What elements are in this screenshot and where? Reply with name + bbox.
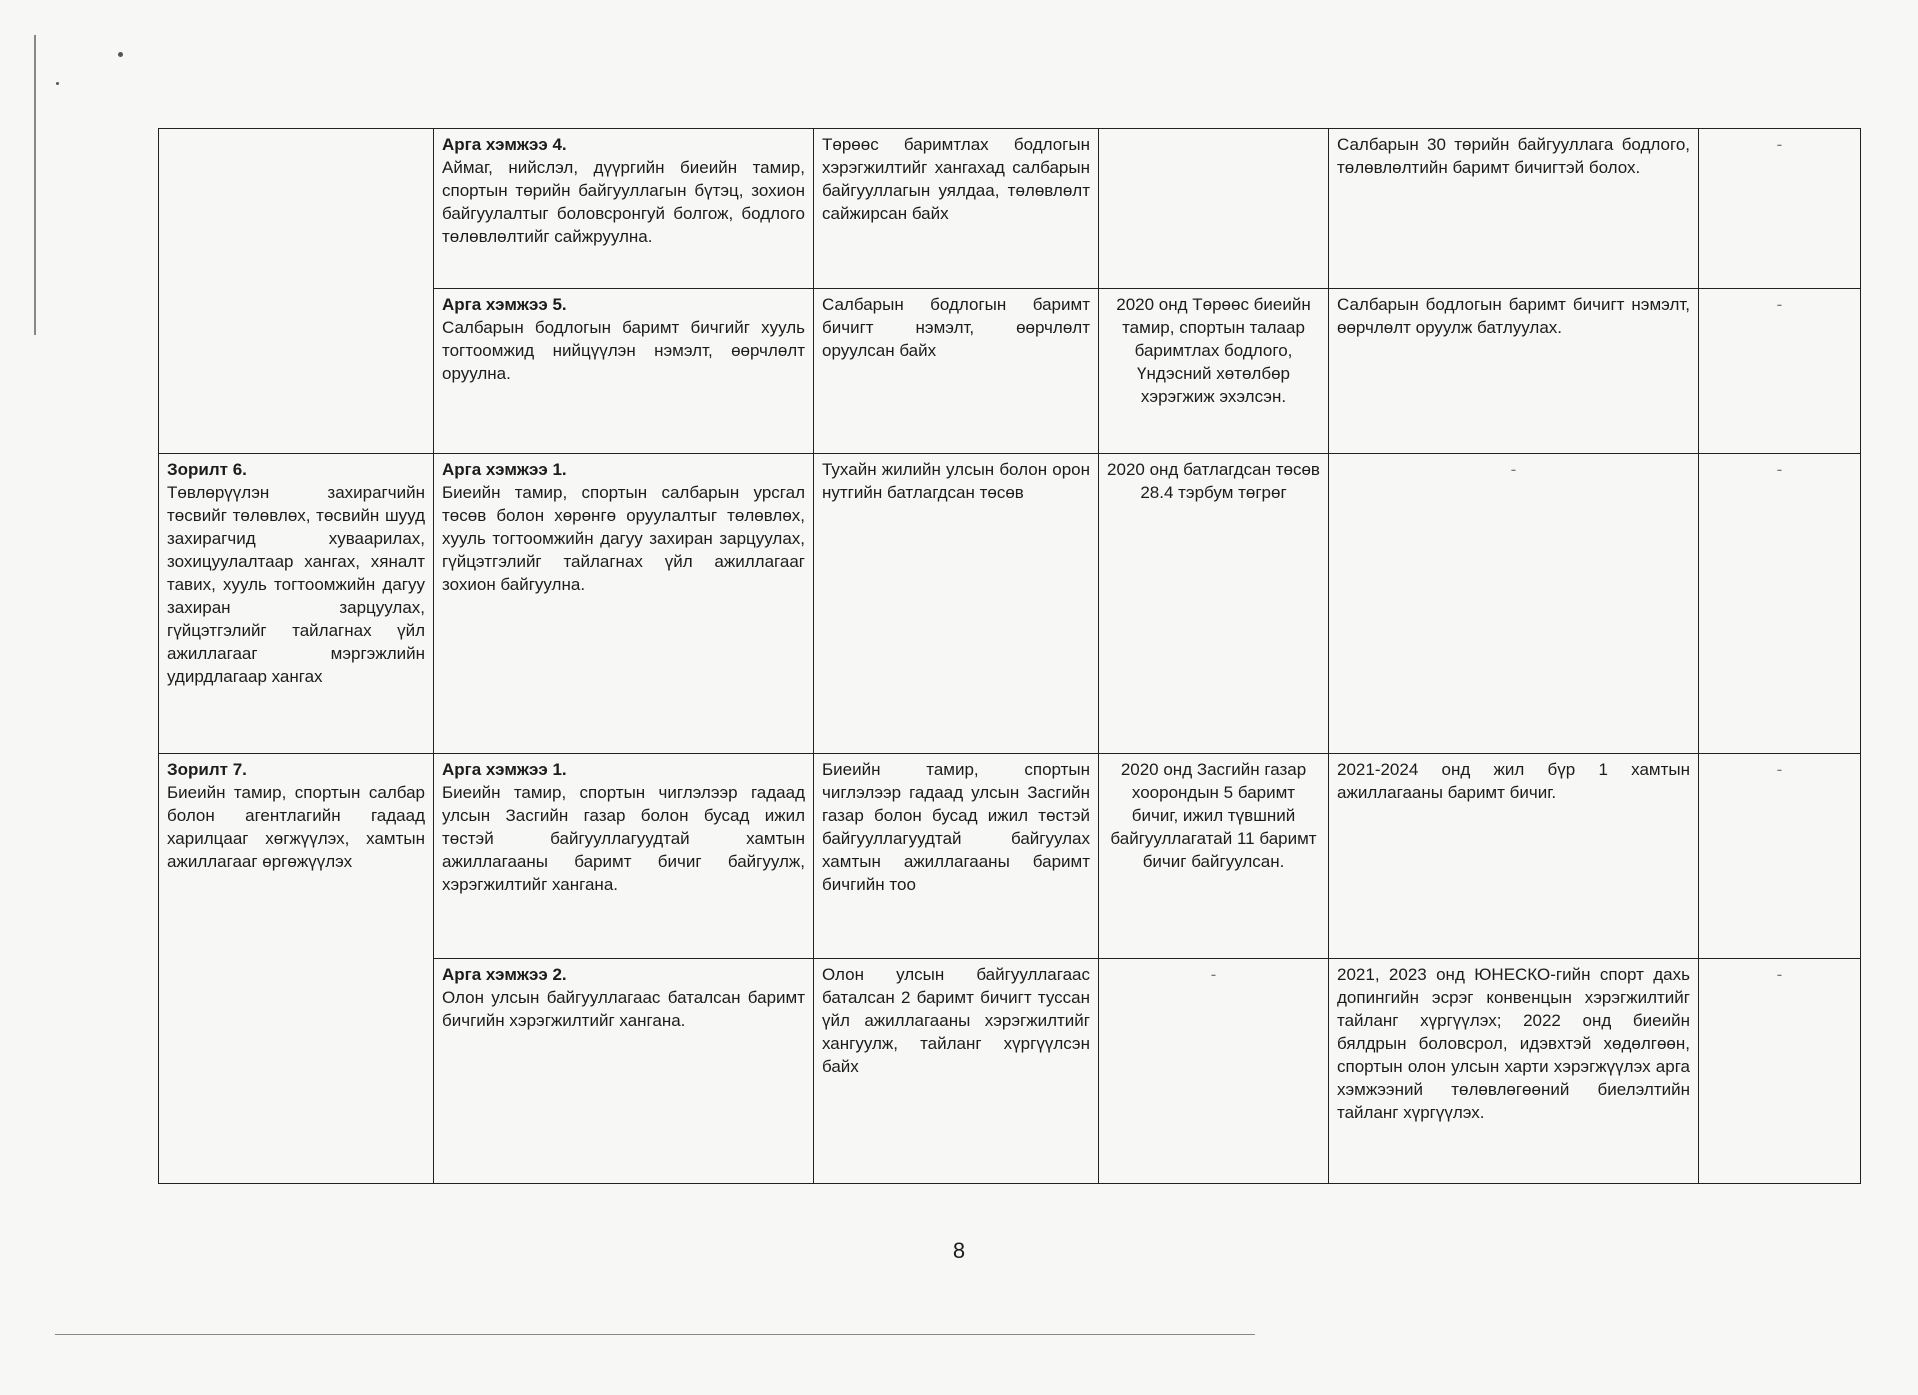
indicator-cell: Төрөөс баримтлах бодлогын хэрэгжилтийг хангахад салбарын байгууллагын уялдаа, төлөвлөлт сайжирсан байх	[814, 129, 1099, 289]
measure-title: Арга хэмжээ 2.	[442, 965, 567, 984]
measure-title: Арга хэмжээ 5.	[442, 295, 567, 314]
goal-text: Төвлөрүүлэн захирагчийн төсвийг төлөвлөх, төсвийн шууд захирагчид хуваарилах, зохицуулалтаар хангах, хяналт тавих, хууль тогтоомжийн дагуу захиран зарцуулах, гүйцэтгэлийг тайлагнах үйл ажиллагааг мэргэжлийн удирдлагаар хангах	[167, 483, 425, 686]
measure-text: Аймаг, нийслэл, дүүргийн биеийн тамир, спортын төрийн байгууллагын бүтэц, зохион байгуулалтыг боловсронгуй болгож, бодлого төлөвлөлтийг сайжруулна.	[442, 158, 805, 246]
indicator-cell: Биеийн тамир, спортын чиглэлээр гадаад улсын Засгийн газар болон бусад ижил төстэй байгууллагуудтай байгуулах хамтын ажиллагааны баримт бичгийн тоо	[814, 754, 1099, 959]
action-plan-table	[158, 128, 1861, 1184]
measure-cell	[434, 959, 814, 1184]
scan-speck	[118, 52, 123, 57]
note-cell: -	[1699, 754, 1861, 959]
measure-text: Биеийн тамир, спортын чиглэлээр гадаад улсын Засгийн газар болон бусад ижил төстэй байгууллагуудтай хамтын ажиллагааны баримт бичиг байгуулж, хэрэгжилтийг хангана.	[442, 783, 805, 894]
indicator-cell: Олон улсын байгууллагаас баталсан 2 баримт бичигт туссан үйл ажиллагааны хэрэгжилтийг хангуулж, тайланг хүргүүлсэн байх	[814, 959, 1099, 1184]
measure-text: Олон улсын байгууллагаас баталсан баримт бичгийн хэрэгжилтийг хангана.	[442, 988, 805, 1030]
indicator-cell: Салбарын бодлогын баримт бичигт нэмэлт, өөрчлөлт оруулсан байх	[814, 289, 1099, 454]
measure-cell	[434, 129, 814, 289]
goal-cell	[159, 454, 434, 754]
target-cell: 2021, 2023 онд ЮНЕСКО-гийн спорт дахь допингийн эсрэг конвенцын хэрэгжилтийг тайланг хүргүүлэх; 2022 онд биеийн бялдрын боловсрол, идэвхтэй хөдөлгөөн, спортын олон улсын харти хэрэгжүүлэх арга хэмжээний төлөвлөгөөний биелэлтийн тайланг хүргүүлэх.	[1329, 959, 1699, 1184]
note-cell: -	[1699, 454, 1861, 754]
measure-title: Арга хэмжээ 1.	[442, 460, 567, 479]
goal-cell	[159, 129, 434, 454]
scan-speck	[56, 82, 59, 85]
measure-cell	[434, 454, 814, 754]
table-row	[159, 454, 1861, 754]
measure-cell	[434, 754, 814, 959]
indicator-cell: Тухайн жилийн улсын болон орон нутгийн батлагдсан төсөв	[814, 454, 1099, 754]
baseline-cell: -	[1099, 959, 1329, 1184]
table-row	[159, 129, 1861, 289]
table-row	[159, 754, 1861, 959]
target-cell: -	[1329, 454, 1699, 754]
goal-title: Зорилт 6.	[167, 460, 247, 479]
baseline-cell	[1099, 129, 1329, 289]
note-cell: -	[1699, 289, 1861, 454]
measure-title: Арга хэмжээ 4.	[442, 135, 567, 154]
goal-text: Биеийн тамир, спортын салбар болон агентлагийн гадаад харилцааг хөгжүүлэх, хамтын ажиллагааг өргөжүүлэх	[167, 783, 425, 871]
measure-text: Биеийн тамир, спортын салбарын урсгал төсөв болон хөрөнгө оруулалтыг төлөвлөх, хууль тогтоомжийн дагуу захиран зарцуулах, гүйцэтгэлийг тайлагнах үйл ажиллагааг зохион байгуулна.	[442, 483, 805, 594]
baseline-cell: 2020 онд Төрөөс биеийн тамир, спортын талаар баримтлах бодлого, Үндэсний хөтөлбөр хэрэгжиж эхэлсэн.	[1099, 289, 1329, 454]
measure-cell	[434, 289, 814, 454]
measure-title: Арга хэмжээ 1.	[442, 760, 567, 779]
page-number: 8	[952, 1238, 966, 1263]
baseline-cell: 2020 онд Засгийн газар хоорондын 5 баримт бичиг, ижил түвшний байгууллагатай 11 баримт бичиг байгуулсан.	[1099, 754, 1329, 959]
goal-title: Зорилт 7.	[167, 760, 247, 779]
target-cell: Салбарын 30 төрийн байгууллага бодлого, төлөвлөлтийн баримт бичигтэй болох.	[1329, 129, 1699, 289]
note-cell: -	[1699, 959, 1861, 1184]
baseline-cell: 2020 онд батлагдсан төсөв 28.4 тэрбум төгрөг	[1099, 454, 1329, 754]
scan-edge-left	[34, 35, 36, 335]
note-cell: -	[1699, 129, 1861, 289]
goal-cell	[159, 754, 434, 1184]
target-cell: Салбарын бодлогын баримт бичигт нэмэлт, өөрчлөлт оруулж батлуулах.	[1329, 289, 1699, 454]
target-cell: 2021-2024 онд жил бүр 1 хамтын ажиллагааны баримт бичиг.	[1329, 754, 1699, 959]
measure-text: Салбарын бодлогын баримт бичгийг хууль тогтоомжид нийцүүлэн нэмэлт, өөрчлөлт оруулна.	[442, 318, 805, 383]
scan-edge-bottom	[55, 1334, 1255, 1335]
